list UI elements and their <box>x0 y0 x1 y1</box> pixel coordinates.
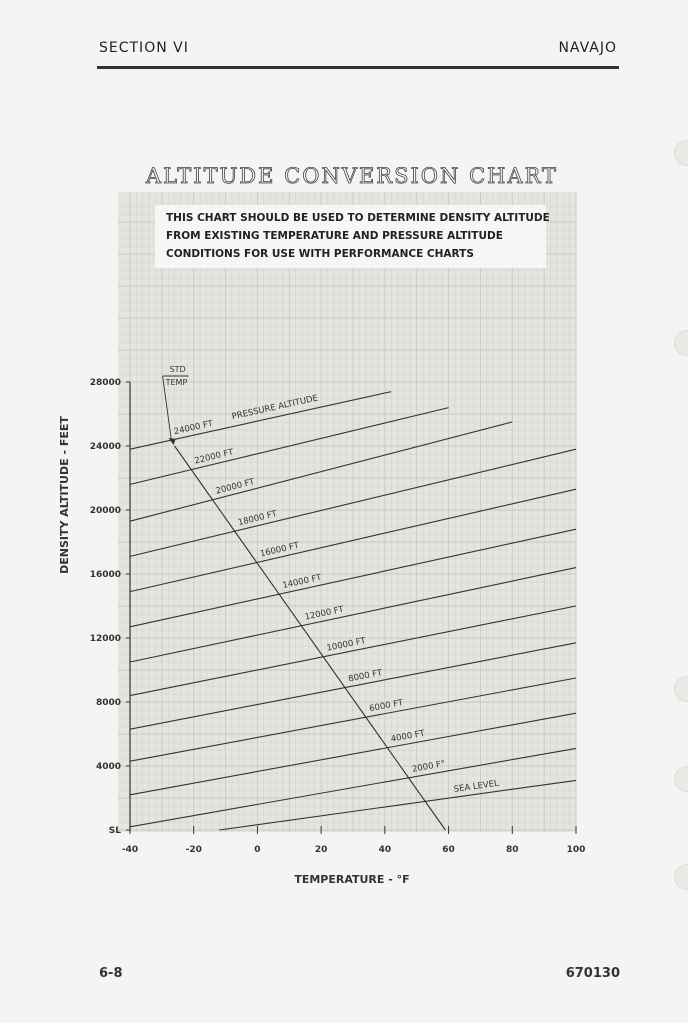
line-label: 8000 FT <box>347 668 384 685</box>
doc-date-code: 670130 <box>565 966 620 981</box>
chart-title: ALTITUDE CONVERSION CHART <box>145 164 559 188</box>
line-label: 24000 FT <box>173 418 214 438</box>
line-label: 12000 FT <box>303 604 345 623</box>
line-label: 10000 FT <box>325 636 367 654</box>
std-temp-label: STD <box>169 365 186 374</box>
line-label: 4000 FT <box>390 728 426 745</box>
x-tick-label: 80 <box>506 845 519 855</box>
line-label: 14000 FT <box>281 572 323 592</box>
x-tick-label: -20 <box>185 845 202 855</box>
chart-note-line: CONDITIONS FOR USE WITH PERFORMANCE CHARTS <box>166 248 474 260</box>
section-label: SECTION VI <box>99 40 189 56</box>
line-label: 20000 FT <box>214 477 256 497</box>
y-tick-label: 24000 <box>89 442 121 452</box>
line-label: 18000 FT <box>237 509 278 529</box>
x-axis-title: TEMPERATURE - °F <box>294 873 410 886</box>
series-caption: PRESSURE ALTITUDE <box>231 393 319 423</box>
x-tick-label: 20 <box>314 845 328 855</box>
chart-plot-area <box>118 192 576 832</box>
page-number: 6-8 <box>99 966 123 981</box>
y-tick-label: 16000 <box>89 570 121 580</box>
std-temp-label: TEMP <box>165 378 188 387</box>
line-label: SEA LEVEL <box>453 778 500 795</box>
x-tick-label: -40 <box>121 845 139 855</box>
y-tick-label: 8000 <box>95 698 121 708</box>
y-tick-label: 20000 <box>89 506 121 516</box>
line-label: 22000 FT <box>193 447 235 467</box>
aircraft-label: NAVAJO <box>558 40 617 56</box>
y-axis-title: DENSITY ALTITUDE - FEET <box>58 416 71 574</box>
x-tick-label: 0 <box>254 845 261 855</box>
y-tick-label: 12000 <box>89 634 121 644</box>
chart-note-line: FROM EXISTING TEMPERATURE AND PRESSURE ALTITUDE <box>166 230 503 242</box>
y-tick-label: SL <box>108 826 121 836</box>
y-tick-label: 4000 <box>95 762 121 772</box>
line-label: 2000 F° <box>411 759 447 775</box>
x-tick-label: 60 <box>442 845 455 855</box>
line-label: 16000 FT <box>259 540 301 560</box>
y-tick-label: 28000 <box>89 378 121 388</box>
line-label: 6000 FT <box>368 698 405 715</box>
chart-note-line: THIS CHART SHOULD BE USED TO DETERMINE DENSITY ALTITUDE <box>166 212 550 224</box>
x-tick-label: 100 <box>566 845 586 855</box>
x-tick-label: 40 <box>378 845 392 855</box>
